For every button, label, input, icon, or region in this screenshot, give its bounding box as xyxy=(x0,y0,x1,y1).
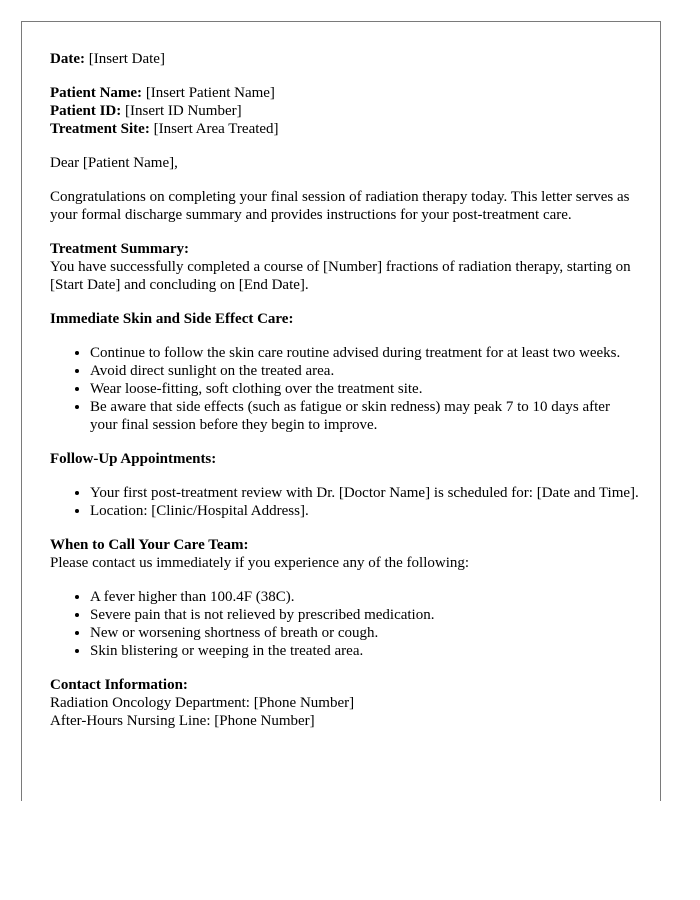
list-item: • Skin blistering or weeping in the treated area. xyxy=(90,642,640,660)
treatment-summary-heading: Treatment Summary: xyxy=(50,241,189,257)
patient-id-value: [Insert ID Number] xyxy=(125,103,242,119)
patient-name-value: [Insert Patient Name] xyxy=(145,85,275,101)
list-item: • Continue to follow the skin care routine advised during treatment for at least two weeks. xyxy=(90,344,640,362)
skin-care-heading-line xyxy=(50,310,640,328)
contact-heading: Contact Information: xyxy=(50,677,188,693)
treatment-summary-section xyxy=(50,240,640,294)
intro-paragraph: Congratulations on completing your final session of radiation therapy today. This letter serves as your formal discharge summary and provides instructions for your post-treatment care. xyxy=(50,189,630,223)
contact-line-after-hours: After-Hours Nursing Line: [Phone Number] xyxy=(50,713,315,729)
patient-id-line xyxy=(50,102,640,120)
treatment-summary-text: You have successfully completed a course of [Number] fractions of radiation therapy, starting on [Start Date] and concluding on [End Date]. xyxy=(50,259,631,293)
list-item: • Be aware that side effects (such as fatigue or skin redness) may peak 7 to 10 days after your final session before they begin to improve. xyxy=(90,398,640,434)
letter-content xyxy=(50,50,640,746)
follow-up-heading: Follow-Up Appointments: xyxy=(50,451,217,467)
follow-up-list xyxy=(50,484,640,520)
contact-line-department: Radiation Oncology Department: [Phone Number] xyxy=(50,695,355,711)
list-item: • Wear loose-fitting, soft clothing over the treatment site. xyxy=(90,380,640,398)
treatment-site-line xyxy=(50,120,640,138)
patient-id-label: Patient ID: xyxy=(50,103,122,119)
treatment-site-value: [Insert Area Treated] xyxy=(153,121,279,137)
list-item: • A fever higher than 100.4F (38C). xyxy=(90,588,640,606)
date-label: Date: xyxy=(50,51,85,67)
date-line xyxy=(50,50,640,68)
when-to-call-section xyxy=(50,536,640,572)
contact-section xyxy=(50,676,640,730)
treatment-site-label: Treatment Site: xyxy=(50,121,150,137)
patient-name-label: Patient Name: xyxy=(50,85,143,101)
date-value: [Insert Date] xyxy=(88,51,165,67)
list-item: • New or worsening shortness of breath or cough. xyxy=(90,624,640,642)
letter-page xyxy=(21,21,661,801)
skin-care-list xyxy=(50,344,640,434)
when-to-call-list xyxy=(50,588,640,660)
skin-care-heading: Immediate Skin and Side Effect Care: xyxy=(50,311,294,327)
list-item: • Your first post-treatment review with Dr. [Doctor Name] is scheduled for: [Date and Time]. xyxy=(90,484,640,502)
salutation: Dear [Patient Name], xyxy=(50,155,178,171)
list-item: • Severe pain that is not relieved by prescribed medication. xyxy=(90,606,640,624)
patient-info xyxy=(50,84,640,138)
list-item: • Location: [Clinic/Hospital Address]. xyxy=(90,502,640,520)
patient-name-line xyxy=(50,84,640,102)
follow-up-heading-line xyxy=(50,450,640,468)
when-to-call-heading: When to Call Your Care Team: xyxy=(50,537,249,553)
list-item: • Avoid direct sunlight on the treated area. xyxy=(90,362,640,380)
when-to-call-text: Please contact us immediately if you experience any of the following: xyxy=(50,555,470,571)
